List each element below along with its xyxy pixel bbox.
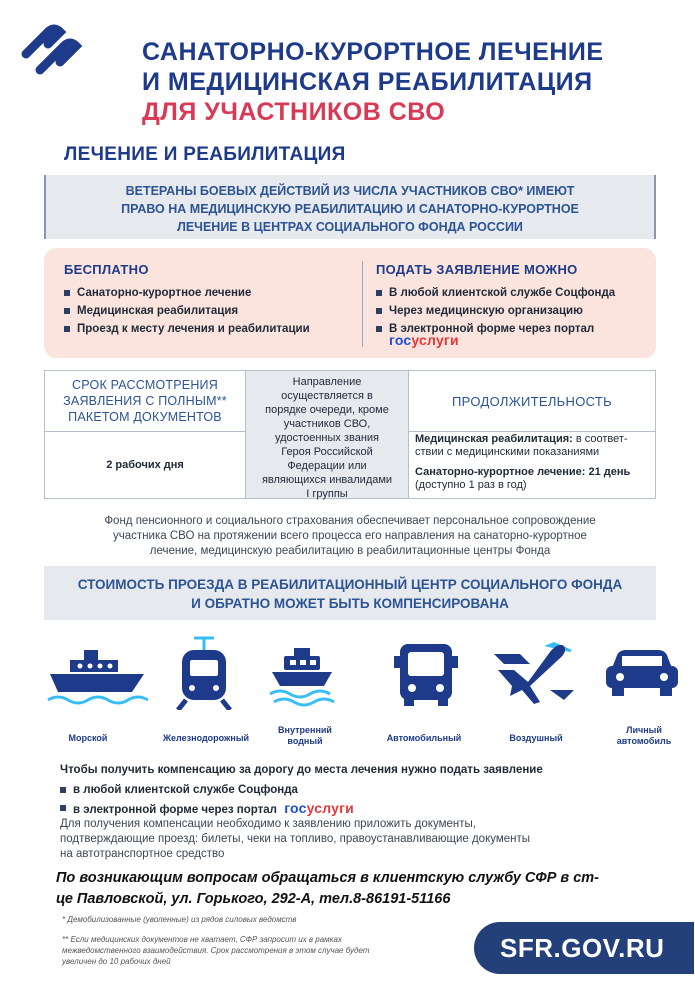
review-head-cell: [44, 370, 246, 432]
banner-line-1: ВЕТЕРАНЫ БОЕВЫХ ДЕЙСТВИЙ ИЗ ЧИСЛА УЧАСТНИКОВ СВО* ИМЕЮТ: [125, 184, 575, 198]
airplane-icon: [484, 630, 588, 710]
list-item: В электронной форме через портал: [376, 320, 615, 338]
banner-line-3: ЛЕЧЕНИЕ В ЦЕНТРАХ СОЦИАЛЬНОГО ФОНДА РОССИИ: [177, 220, 523, 234]
gosuslugi-part-b: услуги: [411, 332, 459, 348]
gosuslugi-part-a: гос: [389, 332, 412, 348]
footnote-1: * Демобилизованные (уволенные) из рядов силовых ведомств: [62, 915, 297, 924]
list-item: Санаторно-курортное лечение: [64, 284, 310, 302]
title-line-3: ДЛЯ УЧАСТНИКОВ СВО: [142, 98, 446, 126]
review-head: СРОК РАССМОТРЕНИЯ ЗАЯВЛЕНИЯ С ПОЛНЫМ** ПАКЕТОМ ДОКУМЕНТОВ: [63, 378, 227, 424]
car-icon: [592, 630, 695, 710]
bus-icon: [374, 630, 478, 710]
list-item-text: в электронной форме через портал: [73, 804, 277, 816]
transport-label: Личный автомобиль: [616, 725, 672, 746]
section-heading: ЛЕЧЕНИЕ И РЕАБИЛИТАЦИЯ: [64, 144, 346, 165]
compensation-list: [60, 781, 354, 819]
list-item: [60, 799, 354, 819]
divider: [362, 261, 363, 347]
footnote-line: ** Если медицинских документов не хватает, СФР запросит их в рамках: [62, 935, 342, 944]
footnote-line: увеличен до 10 рабочих дней: [62, 957, 171, 966]
transport-label: Внутренний водный: [278, 725, 332, 746]
cost-line-2: И ОБРАТНО МОЖЕТ БЫТЬ КОМПЕНСИРОВАНА: [191, 596, 509, 611]
para-line: Фонд пенсионного и социального страхования обеспечивает персональное сопровождение: [104, 515, 596, 527]
queue-note: Направление осуществляется в порядке очереди, кроме участников СВО, удостоенных звания Героя Российской Федерации или являющихся инвалидами I группы: [261, 376, 393, 500]
cost-line-1: СТОИМОСТЬ ПРОЕЗДА В РЕАБИЛИТАЦИОННЫЙ ЦЕНТР СОЦИАЛЬНОГО ФОНДА: [77, 577, 623, 592]
transport-label: Автомобильный: [386, 733, 462, 743]
river-boat-icon: [250, 630, 354, 710]
para-line: лечение, медицинскую реабилитацию в реабилитационные центры Фонда: [149, 545, 551, 557]
review-value: 2 рабочих дня: [106, 459, 184, 471]
documents-paragraph: [60, 817, 530, 862]
med-text: в соответ-ствии с медицинскими показаниями: [415, 433, 628, 458]
ship-icon: [44, 630, 148, 710]
transport-label: Железнодорожный: [162, 733, 250, 743]
gosuslugi-logo: [284, 800, 354, 816]
title-line-2: И МЕДИЦИНСКАЯ РЕАБИЛИТАЦИЯ: [142, 68, 593, 96]
contact-line-2: це Павловской, ул. Горького, 292-А, тел.8-86191-51166: [56, 891, 451, 907]
footnote-line: межведомственного взаимодействия. Срок рассмотрения в этом случае будет: [62, 946, 370, 955]
docs-line: подтверждающие проезд: билеты, чеки на топливо, правоустанавливающие документы: [60, 833, 531, 845]
site-url[interactable]: SFR.GOV.RU: [474, 922, 694, 974]
sanat-label: Санаторно-курортное лечение: 21 день: [415, 466, 631, 478]
transport-label: Воздушный: [509, 733, 563, 743]
duration-head-cell: [408, 370, 656, 432]
duration-value-cell: [408, 431, 656, 499]
train-icon: [152, 630, 256, 710]
gosuslugi-logo: [389, 332, 459, 348]
duration-head: ПРОДОЛЖИТЕЛЬНОСТЬ: [452, 394, 612, 409]
title-line-1: САНАТОРНО-КУРОРТНОЕ ЛЕЧЕНИЕ: [142, 38, 604, 66]
cost-banner: [44, 566, 656, 620]
compensation-intro: Чтобы получить компенсацию за дорогу до места лечения нужно подать заявление: [60, 764, 543, 776]
review-value-cell: [44, 431, 246, 499]
med-duration: [409, 432, 655, 459]
free-list: [64, 284, 310, 338]
transport-label: Морской: [68, 733, 108, 743]
docs-line: Для получения компенсации необходимо к заявлению приложить документы,: [60, 818, 476, 830]
list-item: Через медицинскую организацию: [376, 302, 615, 320]
sanat-text: (доступно 1 раз в год): [415, 479, 527, 491]
apply-title: ПОДАТЬ ЗАЯВЛЕНИЕ МОЖНО: [376, 262, 578, 277]
free-title: БЕСПЛАТНО: [64, 262, 149, 277]
eligibility-banner: [44, 175, 656, 239]
contact-line-1: По возникающим вопросам обращаться в клиентскую службу СФР в ст-: [56, 870, 599, 886]
list-item: В любой клиентской службе Соцфонда: [376, 284, 615, 302]
support-paragraph: [44, 514, 656, 559]
docs-line: на автотранспортное средство: [60, 848, 225, 860]
queue-note-cell: [245, 370, 409, 499]
contact-info: [56, 868, 666, 910]
banner-line-2: ПРАВО НА МЕДИЦИНСКУЮ РЕАБИЛИТАЦИЮ И САНАТОРНО-КУРОРТНОЕ: [121, 202, 579, 216]
list-item: Медицинская реабилитация: [64, 302, 310, 320]
footnote-2: [62, 934, 370, 967]
para-line: участника СВО на протяжении всего процесса его направления на санаторно-курортное: [113, 530, 587, 542]
list-item: в любой клиентской службе Соцфонда: [60, 781, 354, 799]
sfr-logo-icon: [18, 16, 88, 86]
gosuslugi-part-b: услуги: [306, 800, 354, 816]
med-label: Медицинская реабилитация:: [415, 433, 573, 445]
apply-list: [376, 284, 615, 338]
gosuslugi-part-a: гос: [284, 800, 307, 816]
list-item: Проезд к месту лечения и реабилитации: [64, 320, 310, 338]
